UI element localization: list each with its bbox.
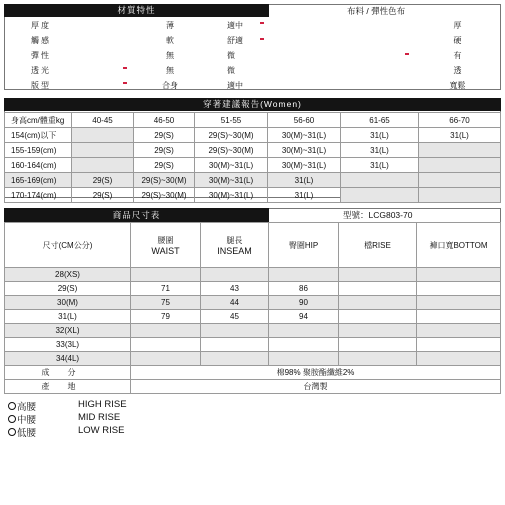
waist-header-zh: 腰圍 xyxy=(157,235,174,245)
size-label: 32(XL) xyxy=(5,324,131,338)
recommend-cell xyxy=(419,173,501,188)
recommend-cell: 30(M)~31(L) xyxy=(268,158,341,173)
hip-value xyxy=(269,324,339,338)
material-label: 透光 xyxy=(31,66,51,75)
material-low: 合身 xyxy=(162,81,178,90)
rise-value xyxy=(339,338,417,352)
recommend-cell xyxy=(72,143,134,158)
legend-high-rise xyxy=(8,399,127,413)
rise-value xyxy=(339,324,417,338)
recommend-row xyxy=(5,173,501,188)
hip-header: 臀圍HIP xyxy=(269,223,339,268)
composition-label: 成分 xyxy=(5,366,131,380)
recommend-cell xyxy=(72,158,134,173)
origin-value: 台灣製 xyxy=(131,380,501,394)
recommend-cell: 30(M)~31(L) xyxy=(268,143,341,158)
bottom-value xyxy=(417,324,501,338)
size-row xyxy=(5,310,501,324)
recommend-row xyxy=(5,128,501,143)
recommend-cell xyxy=(72,128,134,143)
material-low: 無 xyxy=(166,66,174,75)
legend-zh: 高腰 xyxy=(17,402,37,413)
legend-mid-rise xyxy=(8,412,121,426)
material-row xyxy=(5,63,500,78)
hip-value xyxy=(269,268,339,282)
size-header: 尺寸(CM公分) xyxy=(5,223,131,268)
inseam-value xyxy=(201,268,269,282)
waist-value: 71 xyxy=(131,282,201,296)
size-label: 33(3L) xyxy=(5,338,131,352)
size-row xyxy=(5,296,501,310)
material-mid: 適中 xyxy=(227,21,243,30)
recommend-cell: 29(S) xyxy=(72,173,134,188)
fabric-header: 布料 / 彈性色布 xyxy=(347,6,406,16)
weight-header: 51-55 xyxy=(195,113,268,128)
legend-en: HIGH RISE xyxy=(78,399,127,410)
material-mid: 微 xyxy=(227,66,235,75)
size-header-row xyxy=(5,223,501,268)
hip-value xyxy=(269,338,339,352)
material-high: 寬鬆 xyxy=(449,81,466,90)
recommend-cell xyxy=(419,188,501,203)
inseam-value xyxy=(201,352,269,366)
rise-value xyxy=(339,296,417,310)
recommend-cell: 29(S)~30(M) xyxy=(134,188,195,203)
selection-marker xyxy=(123,82,127,84)
recommend-cell: 31(L) xyxy=(341,158,419,173)
weight-header: 40-45 xyxy=(72,113,134,128)
waist-value xyxy=(131,338,201,352)
size-label: 31(L) xyxy=(5,310,131,324)
waist-header xyxy=(131,223,201,268)
recommend-title: 穿著建議報告(Women) xyxy=(4,98,501,111)
material-title: 材質特性 xyxy=(4,4,269,17)
material-high: 透 xyxy=(453,66,462,75)
rise-value xyxy=(339,282,417,296)
origin-label: 產地 xyxy=(5,380,131,394)
recommend-cell: 30(M)~31(L) xyxy=(195,173,268,188)
recommend-cell: 30(M)~31(L) xyxy=(268,128,341,143)
inseam-value: 44 xyxy=(201,296,269,310)
recommend-cell: 29(S) xyxy=(134,158,195,173)
inseam-header-zh: 腿長 xyxy=(226,235,243,245)
legend-low-rise xyxy=(8,425,125,439)
recommend-cell xyxy=(419,158,501,173)
hip-value: 90 xyxy=(269,296,339,310)
material-table xyxy=(5,18,500,93)
inseam-header-en: INSEAM xyxy=(217,245,252,256)
recommend-cell: 29(S)~30(M) xyxy=(195,128,268,143)
legend-en: MID RISE xyxy=(78,412,121,423)
recommend-cell: 29(S) xyxy=(134,128,195,143)
recommend-cell: 31(L) xyxy=(419,128,501,143)
waist-value: 79 xyxy=(131,310,201,324)
size-row xyxy=(5,268,501,282)
material-label: 版型 xyxy=(31,81,51,90)
height-label: 155-159(cm) xyxy=(5,143,72,158)
legend-zh: 中腰 xyxy=(17,415,37,426)
model-number: 型號：LCG803-70 xyxy=(343,210,413,220)
waist-value xyxy=(131,268,201,282)
weight-header: 66-70 xyxy=(419,113,501,128)
recommend-cell: 29(S) xyxy=(72,188,134,203)
rise-value xyxy=(339,352,417,366)
recommend-row xyxy=(5,158,501,173)
hip-value: 94 xyxy=(269,310,339,324)
waist-value xyxy=(131,324,201,338)
height-label: 165-169(cm) xyxy=(5,173,72,188)
inseam-value: 45 xyxy=(201,310,269,324)
recommend-row xyxy=(5,188,501,203)
recommend-cell xyxy=(341,188,419,203)
rise-value xyxy=(339,310,417,324)
recommend-cell: 30(M)~31(L) xyxy=(195,158,268,173)
weight-header: 56-60 xyxy=(268,113,341,128)
circle-icon xyxy=(8,428,16,436)
material-low: 軟 xyxy=(166,36,174,45)
material-mid: 適中 xyxy=(227,81,243,90)
recommend-header-row xyxy=(5,113,501,128)
bottom-value xyxy=(417,296,501,310)
size-title: 商品尺寸表 xyxy=(4,208,269,222)
size-section xyxy=(4,208,501,394)
recommend-row xyxy=(5,143,501,158)
composition-value: 棉98% 聚胺酯纖維2% xyxy=(131,366,501,380)
selection-marker xyxy=(123,67,127,69)
bottom-value xyxy=(417,352,501,366)
hip-value xyxy=(269,352,339,366)
material-high: 厚 xyxy=(453,21,462,30)
rise-value xyxy=(339,268,417,282)
bottom-value xyxy=(417,268,501,282)
bottom-value xyxy=(417,282,501,296)
legend-zh: 低腰 xyxy=(17,428,37,439)
material-label: 厚度 xyxy=(31,21,51,30)
material-section xyxy=(4,4,501,90)
material-row xyxy=(5,18,500,33)
material-mid: 微 xyxy=(227,51,235,60)
height-label: 170-174(cm) xyxy=(5,188,72,203)
material-label: 彈性 xyxy=(31,51,51,60)
circle-icon xyxy=(8,402,16,410)
waist-value xyxy=(131,352,201,366)
size-table xyxy=(4,222,501,394)
recommend-cell: 29(S) xyxy=(134,143,195,158)
selection-marker xyxy=(260,38,264,40)
size-row xyxy=(5,338,501,352)
hip-value: 86 xyxy=(269,282,339,296)
size-row xyxy=(5,282,501,296)
recommend-corner: 身高cm/體重kg xyxy=(5,113,72,128)
weight-header: 61-65 xyxy=(341,113,419,128)
inseam-value: 43 xyxy=(201,282,269,296)
material-row xyxy=(5,48,500,63)
inseam-header xyxy=(201,223,269,268)
material-row xyxy=(5,78,500,93)
recommend-cell: 31(L) xyxy=(341,143,419,158)
material-high: 硬 xyxy=(453,36,462,45)
origin-row xyxy=(5,380,501,394)
recommend-cell: 31(L) xyxy=(341,128,419,143)
recommend-cell xyxy=(419,143,501,158)
size-label: 34(4L) xyxy=(5,352,131,366)
bottom-header: 褲口寬BOTTOM xyxy=(417,223,501,268)
selection-marker xyxy=(260,22,264,24)
waist-value: 75 xyxy=(131,296,201,310)
recommend-cell: 31(L) xyxy=(268,188,341,203)
recommend-table xyxy=(4,112,501,203)
recommend-cell: 31(L) xyxy=(268,173,341,188)
size-label: 28(XS) xyxy=(5,268,131,282)
material-label: 觸感 xyxy=(31,36,51,45)
inseam-value xyxy=(201,338,269,352)
recommend-cell xyxy=(341,173,419,188)
size-row xyxy=(5,352,501,366)
size-label: 30(M) xyxy=(5,296,131,310)
size-row xyxy=(5,324,501,338)
material-low: 無 xyxy=(166,51,174,60)
material-mid: 舒適 xyxy=(227,36,243,45)
rise-header: 檔RISE xyxy=(339,223,417,268)
circle-icon xyxy=(8,415,16,423)
waist-header-en: WAIST xyxy=(151,245,180,256)
material-high: 有 xyxy=(453,51,462,60)
size-label: 29(S) xyxy=(5,282,131,296)
height-label: 160-164(cm) xyxy=(5,158,72,173)
height-label: 154(cm)以下 xyxy=(5,128,72,143)
legend-en: LOW RISE xyxy=(78,425,125,436)
inseam-value xyxy=(201,324,269,338)
bottom-value xyxy=(417,338,501,352)
material-low: 薄 xyxy=(166,21,174,30)
material-row xyxy=(5,33,500,48)
selection-marker xyxy=(405,53,409,55)
bottom-value xyxy=(417,310,501,324)
composition-row xyxy=(5,366,501,380)
recommend-cell: 30(M)~31(L) xyxy=(195,188,268,203)
recommend-cell: 29(S)~30(M) xyxy=(134,173,195,188)
weight-header: 46-50 xyxy=(134,113,195,128)
recommend-cell: 29(S)~30(M) xyxy=(195,143,268,158)
recommend-section xyxy=(4,98,501,198)
